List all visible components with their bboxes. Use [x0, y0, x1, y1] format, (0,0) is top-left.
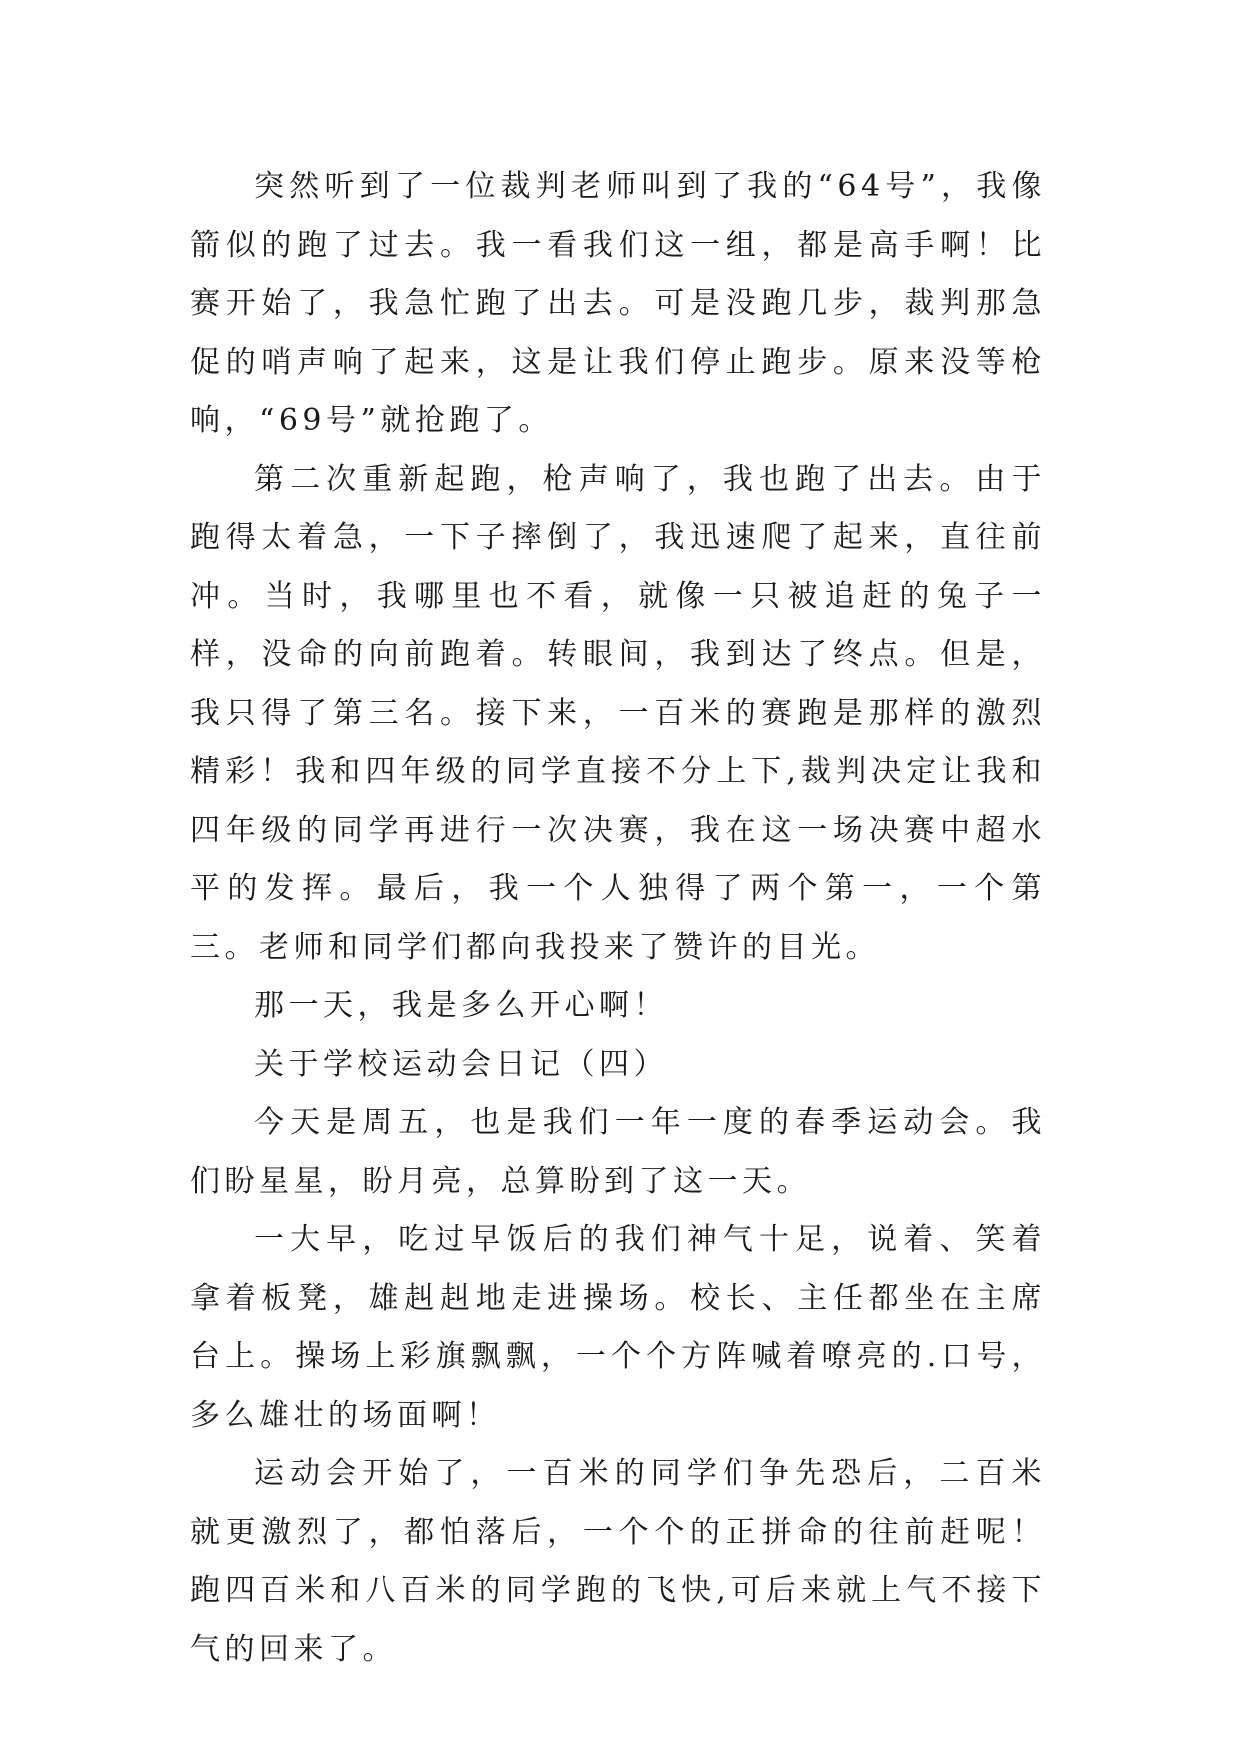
- document-body: [190, 158, 1046, 1679]
- paragraph-happy-day: 那一天，我是多么开心啊！: [254, 988, 668, 1023]
- diary-heading: 关于学校运动会日记（四）: [254, 1046, 668, 1082]
- paragraph-second-start: 第二次重新起跑，枪声响了，我也跑了出去。由于跑得太着急，一下子摔倒了，我迅速爬了起来，直往前冲。当时，我哪里也不看，就像一只被追赶的兔子一样，没命的向前跑着。转眼间，我到达了终点。但是，我只得了第三名。接下来，一百米的赛跑是那样的激烈精彩！我和四年级的同学直接不分上下,裁判决定让我和四年级的同学再进行一次决赛，我在这一场决赛中超水平的发挥。最后，我一个人独得了两个第一，一个第三。老师和同学们都向我投来了赞许的目光。: [190, 461, 1046, 965]
- paragraph-races: 运动会开始了，一百米的同学们争先恐后，二百米就更激烈了，都怕落后，一个个的正拼命的往前赶呢！跑四百米和八百米的同学跑的飞快,可后来就上气不接下气的回来了。: [190, 1456, 1046, 1667]
- paragraph-morning-entry: 一大早，吃过早饭后的我们神气十足，说着、笑着拿着板凳，雄赳赳地走进操场。校长、主任都坐在主席台上。操场上彩旗飘飘，一个个方阵喊着嘹亮的.口号，多么雄壮的场面啊！: [190, 1222, 1046, 1433]
- paragraph-64-false-start: 突然听到了一位裁判老师叫到了我的“64号”，我像箭似的跑了过去。我一看我们这一组，都是高手啊！比赛开始了，我急忙跑了出去。可是没跑几步，裁判那急促的哨声响了起来，这是让我们停止跑步。原来没等枪响，“69号”就抢跑了。: [190, 169, 1046, 438]
- paragraph-friday-meet: 今天是周五，也是我们一年一度的春季运动会。我们盼星星，盼月亮，总算盼到了这一天。: [190, 1105, 1046, 1199]
